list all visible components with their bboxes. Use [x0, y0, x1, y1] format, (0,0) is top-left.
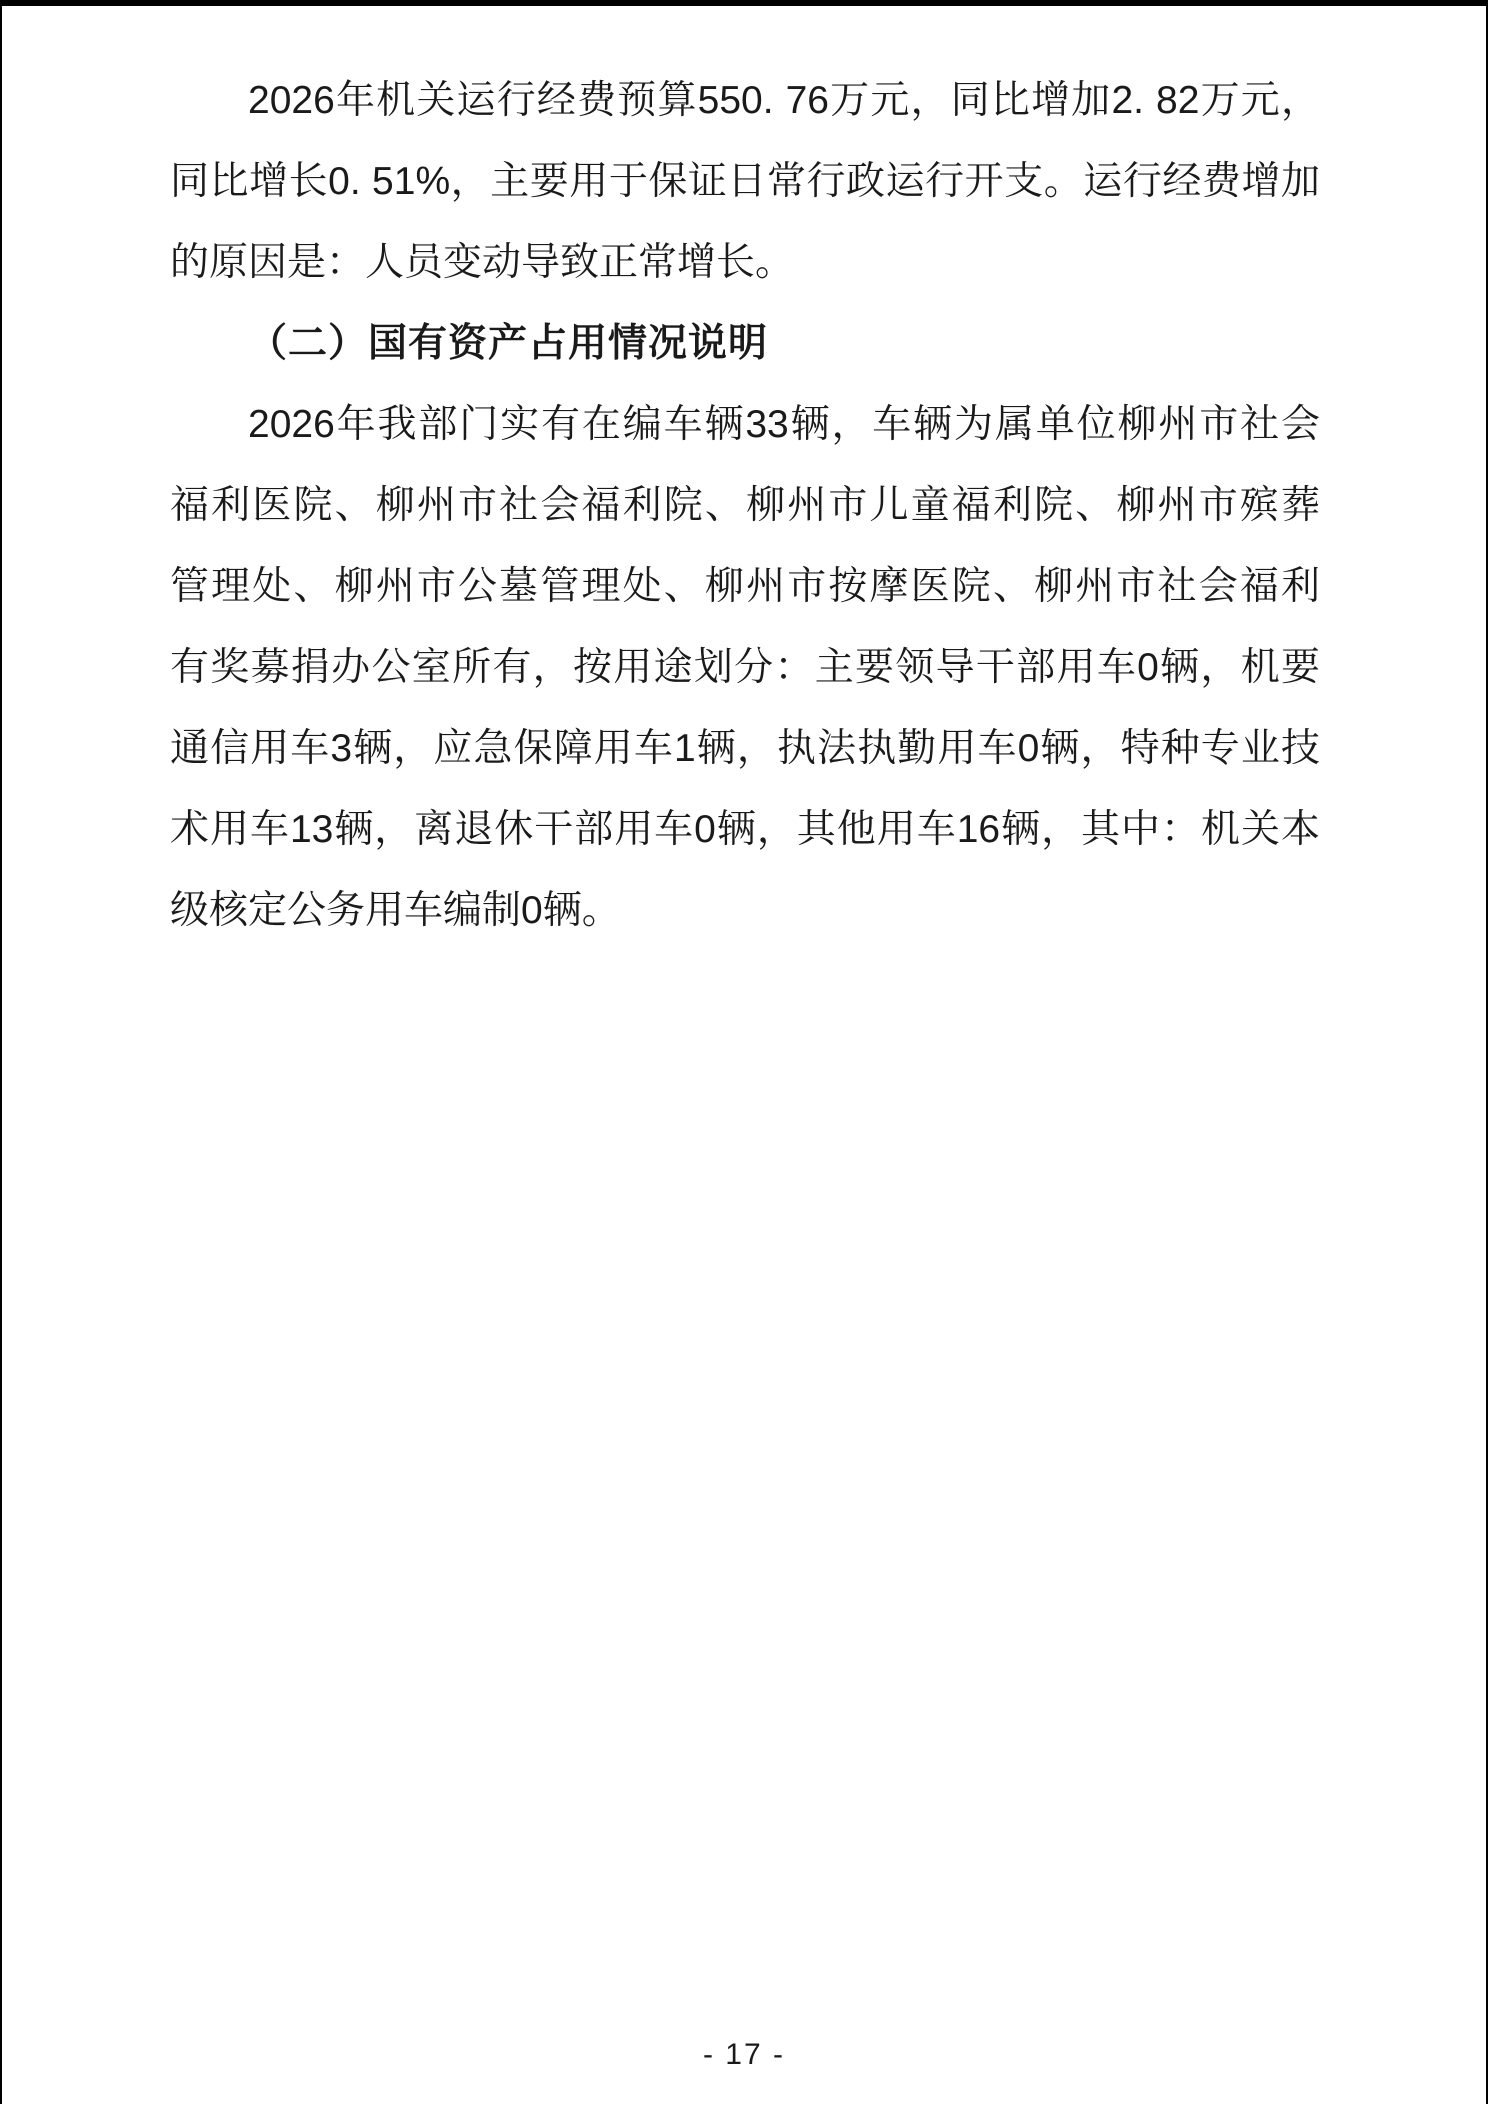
- section-heading: （二）国有资产占用情况说明: [248, 322, 769, 365]
- paragraph-line: 的原因是：人员变动导致正常增长。: [170, 241, 795, 284]
- page-number: - 17 -: [702, 2038, 786, 2071]
- paragraph-line: 级核定公务用车编制0辆。: [170, 889, 621, 932]
- paragraph-line: 术用车13辆，离退休干部用车0辆，其他用车16辆，其中：机关本: [170, 808, 1320, 851]
- paragraph-line: 通信用车3辆，应急保障用车1辆，执法执勤用车0辆，特种专业技: [170, 727, 1320, 770]
- paragraph-line: 2026年机关运行经费预算550. 76万元，同比增加2. 82万元，: [248, 79, 1320, 122]
- paragraph-line: 有奖募捐办公室所有，按用途划分：主要领导干部用车0辆，机要: [170, 646, 1320, 689]
- paragraph-line: 管理处、柳州市公墓管理处、柳州市按摩医院、柳州市社会福利: [170, 565, 1320, 608]
- scan-border-left: [0, 0, 2, 2104]
- paragraph-line: 福利医院、柳州市社会福利院、柳州市儿童福利院、柳州市殡葬: [170, 484, 1320, 527]
- scan-border-top: [0, 0, 1488, 6]
- document-body: [170, 60, 1320, 951]
- paragraph-line: 2026年我部门实有在编车辆33辆，车辆为属单位柳州市社会: [248, 403, 1320, 446]
- paragraph-line: 同比增长0. 51%，主要用于保证日常行政运行开支。运行经费增加: [170, 160, 1320, 203]
